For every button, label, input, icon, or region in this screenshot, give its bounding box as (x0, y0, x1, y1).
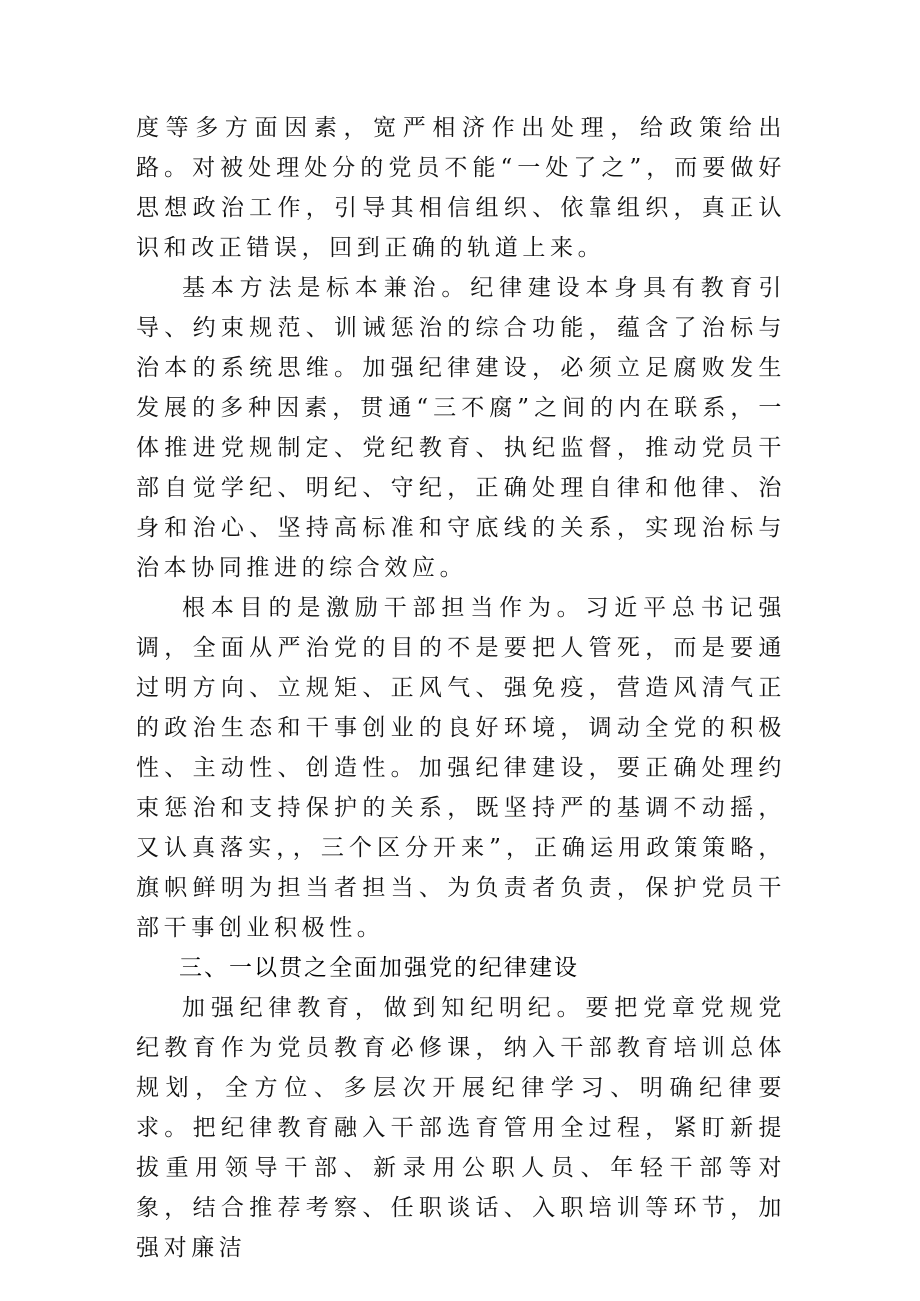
section-heading: 三、一以贯之全面加强党的纪律建设 (179, 955, 579, 981)
paragraph-discipline-education: 加强纪律教育，做到知纪明纪。要把党章党规党纪教育作为党员教育必修课，纳入干部教育培训总体规划，全方位、多层次开展纪律学习、明确纪律要求。把纪律教育融入干部选育管用全过程，紧盯新提拔重用领导干部、新录用公职人员、年轻干部等对象，结合推荐考察、任职谈话、入职培训等环节，加强对廉洁 (136, 995, 786, 1261)
paragraph-basic-method: 基本方法是标本兼治。纪律建设本身具有教育引导、约束规范、训诫惩治的综合功能，蕴含了治标与治本的系统思维。加强纪律建设，必须立足腐败发生发展的多种因素，贯通“三不腐”之间的内在联系，一体推进党规制定、党纪教育、执纪监督，推动党员干部自觉学纪、明纪、守纪，正确处理自律和他律、治身和治心、坚持高标准和守底线的关系，实现治标与治本协同推进的综合效应。 (136, 275, 786, 581)
paragraph-fundamental-goal: 根本目的是激励干部担当作为。习近平总书记强调，全面从严治党的目的不是要把人管死，而是要通过明方向、立规矩、正风气、强免疫，营造风清气正的政治生态和干事创业的良好环境，调动全党的积极性、主动性、创造性。加强纪律建设，要正确处理约束惩治和支持保护的关系，既坚持严的基调不动摇，又认真落实，，三个区分开来”，正确运用政策策略，旗帜鲜明为担当者担当、为负责者负责，保护党员干部干事创业积极性。 (136, 595, 786, 941)
document-body (136, 108, 786, 1268)
paragraph-continuation: 度等多方面因素，宽严相济作出处理，给政策给出路。对被处理处分的党员不能“一处了之”，而要做好思想政治工作，引导其相信组织、依靠组织，真正认识和改正错误，回到正确的轨道上来。 (136, 115, 786, 261)
